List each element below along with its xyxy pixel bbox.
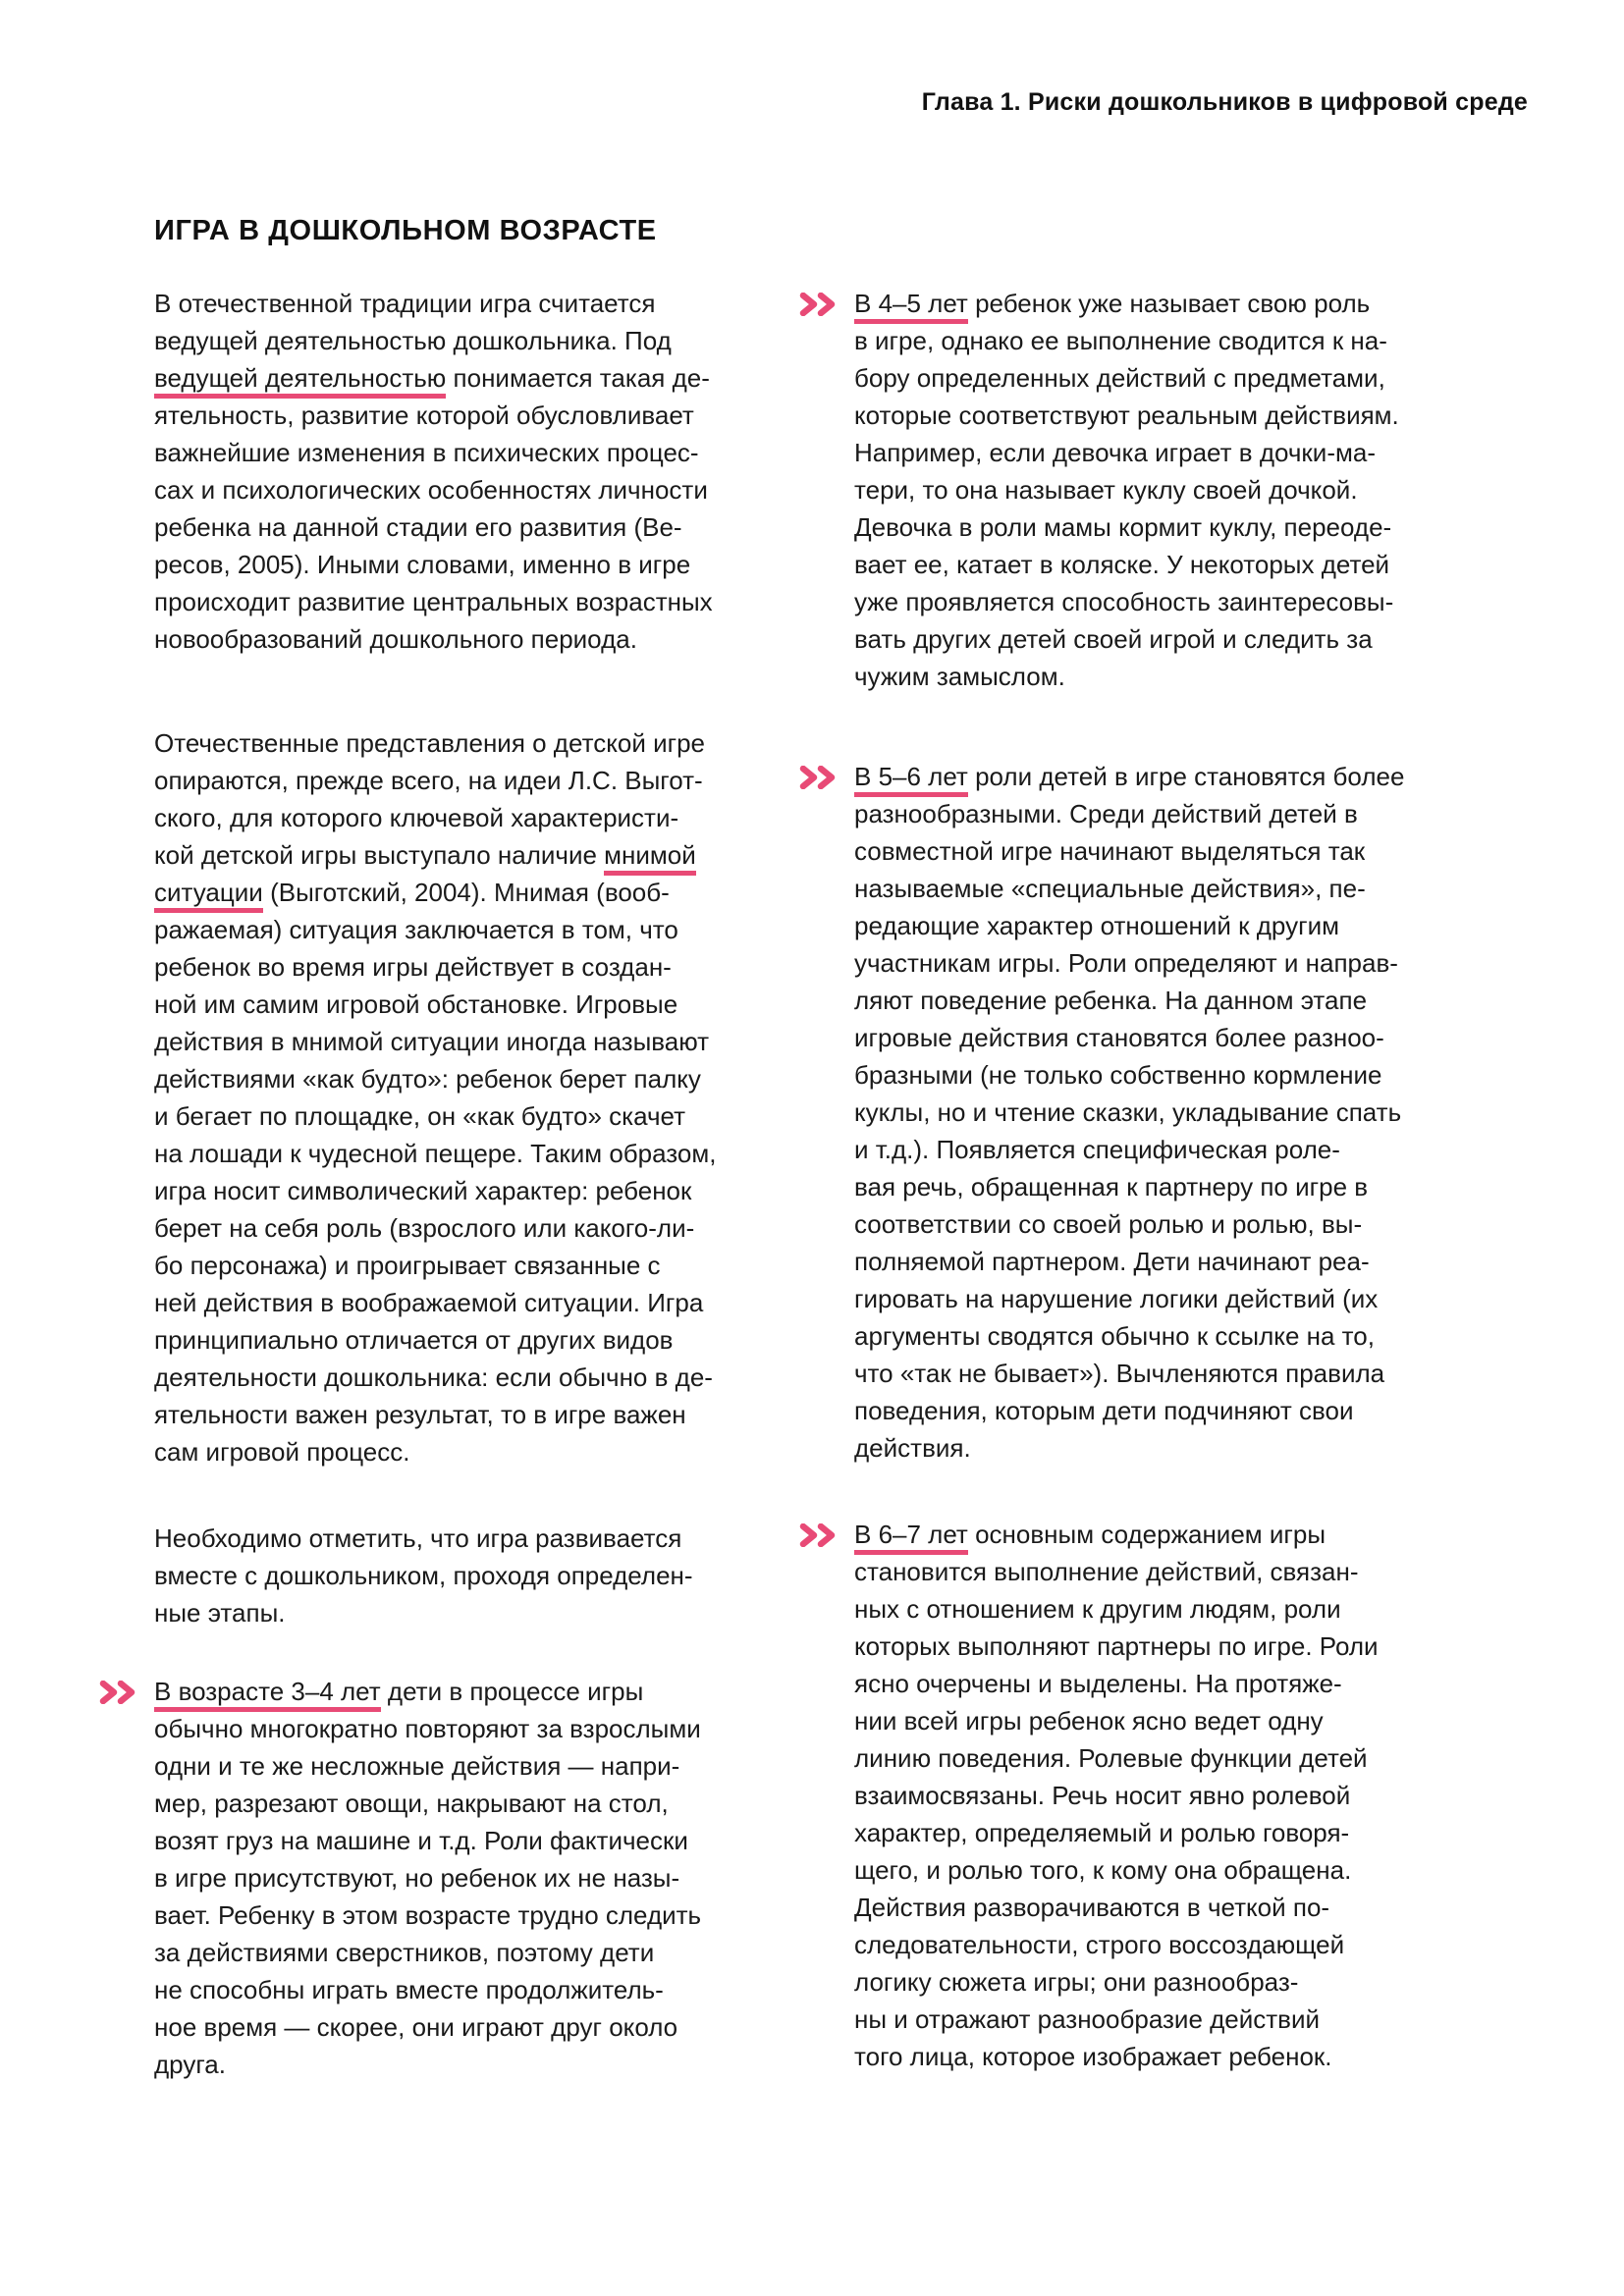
underlined-phrase: В 4–5 лет: [854, 289, 968, 324]
paragraph-age-5-6: [854, 758, 1542, 1467]
paragraph-age-6-7: [854, 1516, 1542, 2075]
paragraph-game-stages: [154, 1520, 841, 1631]
paragraph-age-3-4: [154, 1673, 841, 2083]
underlined-phrase: В 6–7 лет: [854, 1520, 968, 1555]
underlined-phrase: В 5–6 лет: [854, 762, 968, 797]
underlined-phrase: ведущей деятельностью: [154, 363, 446, 399]
chapter-header: Глава 1. Риски дошкольников в цифровой среде: [921, 88, 1528, 116]
paragraph-text: Необходимо отметить, что игра развивается вместе с дошкольником, проходя определен- ные этапы.: [154, 1523, 693, 1628]
paragraph-text: основным содержанием игры становится выполнение действий, связан- ных с отношением к другим людям, роли которых выполняют партнеры по игре. Роли ясно очерчены и выделены. На протяже- нии всей игры ребенок ясно ведет одну линию поведения. Ролевые функции детей взаимосвязаны. Речь носит явно ролевой характер, определяемый и ролью говоря- щего, и ролью того, к кому она обращена. Действия разворачиваются в четкой по- следовательности, строго воссоздающей логику сюжета игры; они разнообраз- ны и отражают разнообразие действий того лица, которое изображает ребенок.: [854, 1520, 1379, 2071]
left-column: [154, 285, 841, 2083]
underlined-phrase: мнимой ситуации: [154, 840, 696, 913]
paragraph-leading-activity: [154, 285, 841, 658]
double-chevron-right-icon: [799, 1523, 839, 1547]
double-chevron-right-icon: [799, 766, 839, 789]
page-title: ИГРА В ДОШКОЛЬНОМ ВОЗРАСТЕ: [154, 215, 657, 246]
right-column: [854, 285, 1542, 2075]
paragraph-text: понимается такая де- ятельность, развитие которой обусловливает важнейшие изменения в психических процес- сах и психологических особенностях личности ребенка на данной стадии его развития (Ве- ресов, 2005). Иными словами, именно в игре происходит развитие центральных возрастных новообразований дошкольного периода.: [154, 363, 713, 654]
paragraph-imaginary-situation: [154, 724, 841, 1470]
paragraph-text: Отечественные представления о детской игре опираются, прежде всего, на идеи Л.С. Выгот- ского, для которого ключевой характеристи- кой детской игры выступало наличие: [154, 728, 705, 870]
paragraph-text: В отечественной традиции игра считается ведущей деятельностью дошкольника. Под: [154, 289, 672, 355]
paragraph-text: дети в процессе игры обычно многократно повторяют за взрослыми одни и те же несложные действия — напри- мер, разрезают овощи, накрывают на стол, возят груз на машине и т.д. Роли фактически в игре присутствуют, но ребенок их не назы- вает. Ребенку в этом возрасте трудно следить за действиями сверстников, поэтому дети не способны играть вместе продолжитель- ное время — скорее, они играют друг около друга.: [154, 1677, 702, 2079]
underlined-phrase: В возрасте 3–4 лет: [154, 1677, 381, 1712]
paragraph-text: (Выготский, 2004). Мнимая (вооб- ражаемая) ситуация заключается в том, что ребенок во время игры действует в создан- ной им самим игровой обстановке. Игровые действия в мнимой ситуации иногда называют действиями «как будто»: ребенок берет палку и бегает по площадке, он «как будто» скачет на лошади к чудесной пещере. Таким образом, игра носит символический характер: ребенок берет на себя роль (взрослого или какого-ли- бо персонажа) и проигрывает связанные с ней действия в воображаемой ситуации. Игра принципиально отличается от других видов деятельности дошкольника: если обычно в де- ятельности важен результат, то в игре важен сам игровой процесс.: [154, 878, 717, 1467]
paragraph-text: роли детей в игре становятся более разнообразными. Среди действий детей в совместной игре начинают выделяться так называемые «специальные действия», пе- редающие характер отношений к другим участникам игры. Роли определяют и направ- ляют поведение ребенка. На данном этапе игровые действия становятся более разноо- бразными (не только собственно кормление куклы, но и чтение сказки, укладывание спать и т.д.). Появляется специфическая роле- вая речь, обращенная к партнеру по игре в соответствии со своей ролью и ролью, вы- полняемой партнером. Дети начинают реа- гировать на нарушение логики действий (их аргументы сводятся обычно к ссылке на то, что «так не бывает»). Вычленяются правила поведения, которым дети подчиняют свои действия.: [854, 762, 1405, 1463]
paragraph-age-4-5: [854, 285, 1542, 695]
double-chevron-right-icon: [99, 1681, 138, 1704]
double-chevron-right-icon: [799, 293, 839, 316]
paragraph-text: ребенок уже называет свою роль в игре, однако ее выполнение сводится к на- бору определенных действий с предметами, которые соответствуют реальным действиям. Например, если девочка играет в дочки-ма- тери, то она называет куклу своей дочкой. Девочка в роли мамы кормит куклу, переоде- вает ее, катает в коляске. У некоторых детей уже проявляется способность заинтересовы- вать других детей своей игрой и следить за чужим замыслом.: [854, 289, 1399, 691]
